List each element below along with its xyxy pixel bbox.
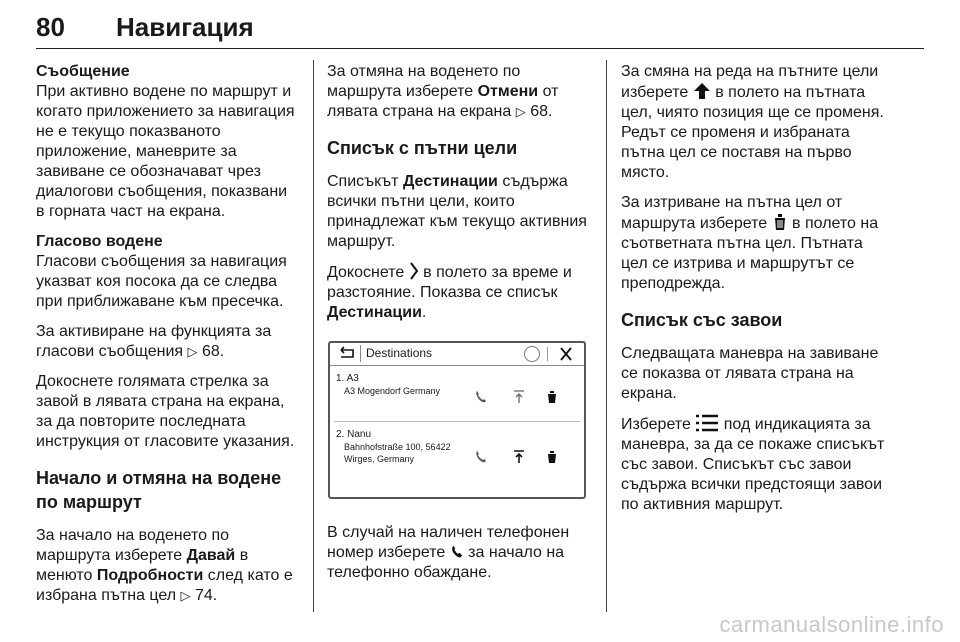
paragraph [621, 193, 893, 294]
destination-detail: A3 Mogendorf Germany [344, 386, 441, 396]
divider [334, 421, 580, 422]
text: в полето на съответната пътна цел. Пътната цел се изтрива и маршрутът се преподрежда. [621, 215, 879, 292]
list-item[interactable] [336, 429, 476, 465]
ui-term: Дестинации [327, 304, 422, 321]
paragraph [327, 523, 593, 583]
section-title: Списък с пътни цели [327, 138, 518, 158]
chapter-title: Навигация [116, 12, 254, 42]
section-title: Начало и отмяна на водене по маршрут [36, 468, 282, 512]
destination-name: 2. Nanu [336, 429, 372, 440]
music-icon[interactable] [524, 346, 540, 362]
destinations-screen [328, 341, 586, 499]
subheading-messages: Съобщение [36, 63, 130, 80]
text: под индикацията за маневра, за да се покаже списъкът със завои. Списъкът със завои съдържа всички предстоящи завои по активния маршрут. [621, 416, 885, 513]
watermark: carmanualsonline.info [719, 612, 944, 637]
text: Докоснете [327, 264, 405, 281]
column-divider [606, 60, 607, 612]
paragraph: При активно водене по маршрут и когато приложението за навигация не е текущо показваното приложение, маневрите за завиване се обозначават чрез диалогови съобщения, показвани в горната част на екрана. [36, 83, 295, 220]
divider [547, 347, 548, 361]
text: в полето за време и разстояние. Показва се списък [327, 264, 572, 301]
paragraph [327, 172, 593, 252]
paragraph [621, 414, 893, 515]
destination-detail: Bahnhofstraße 100, 56422 Wirges, Germany [344, 442, 451, 464]
paragraph [327, 62, 593, 122]
screen-title-bar [330, 343, 584, 366]
section-title: Списък със завои [621, 310, 783, 330]
paragraph: Докоснете голямата стрелка за завой в лявата страна на екрана, за да повторите последната инструкция от гласовите указания. [36, 373, 295, 450]
move-up-icon[interactable] [511, 449, 527, 465]
column-1 [36, 62, 300, 616]
list-icon [695, 414, 719, 432]
text: В случай на наличен телефонен номер изберете [327, 524, 570, 561]
text: . [421, 304, 427, 321]
text: За изтриване на пътна цел от маршрута изберете [621, 194, 843, 232]
page-header [36, 12, 924, 52]
back-arrow-icon [334, 345, 360, 362]
trash-icon[interactable] [544, 389, 560, 405]
ui-term: Дестинации [402, 173, 498, 190]
close-button[interactable] [554, 345, 578, 363]
page-ref[interactable]: 68. [201, 343, 225, 360]
page-ref[interactable]: 74. [195, 587, 218, 604]
list-item[interactable] [336, 373, 440, 397]
trash-icon [772, 213, 788, 231]
subheading-voice: Гласово водене [36, 233, 163, 250]
chevron-right-icon [409, 262, 419, 280]
paragraph [621, 62, 893, 183]
phone-icon[interactable] [473, 449, 489, 465]
trash-icon[interactable] [544, 449, 560, 465]
text: За смяна на реда на пътните цели изберете [621, 63, 879, 101]
column-2 [327, 62, 593, 593]
page-number: 80 [36, 12, 65, 42]
destination-name: 1. A3 [336, 373, 359, 384]
paragraph: Гласови съобщения за навигация указват коя посока да се следва при приближаване към пресечка. [36, 253, 287, 310]
ui-term: Подробности [96, 567, 204, 584]
xref-arrow-icon: ▷ [515, 104, 526, 119]
ui-term: Давай [186, 547, 236, 564]
text: в менюто [36, 547, 249, 584]
column-3 [621, 62, 893, 515]
move-up-icon[interactable] [511, 389, 527, 405]
paragraph [327, 262, 593, 323]
text: За отмяна на воденето по маршрута изберете [327, 63, 521, 100]
phone-icon[interactable] [473, 389, 489, 405]
text: Изберете [621, 416, 691, 433]
text: За начало на воденето по маршрута изберете [36, 527, 230, 564]
column-divider [313, 60, 314, 612]
text: Списъкът [327, 173, 399, 190]
paragraph: Следващата маневра на завиване се показва от лявата страна на екрана. [621, 345, 879, 402]
text: за начало на телефонно обаждане. [327, 544, 565, 581]
screen-title: Destinations [366, 346, 433, 360]
xref-arrow-icon: ▷ [187, 344, 198, 359]
paragraph [36, 526, 300, 606]
paragraph [36, 322, 300, 362]
back-button[interactable] [334, 345, 361, 362]
xref-arrow-icon: ▷ [180, 588, 191, 603]
phone-icon [450, 544, 464, 560]
page-ref[interactable]: 68. [530, 103, 553, 120]
arrow-up-icon [693, 82, 711, 100]
header-rule [36, 48, 924, 49]
text: след като е избрана пътна цел [36, 567, 293, 604]
ui-term: Отмени [477, 83, 539, 100]
close-icon [554, 345, 578, 363]
text: от лявата страна на екрана [327, 83, 559, 120]
text: в полето на пътната цел, чиято позиция ще се променя. Редът се променя и избраната пътна цел се поставя на първо място. [621, 84, 884, 181]
text: За активиране на функцията за гласови съобщения [36, 323, 272, 360]
text: съдържа всички пътни цели, които принадлежат към текущо активния маршрут. [327, 173, 587, 250]
